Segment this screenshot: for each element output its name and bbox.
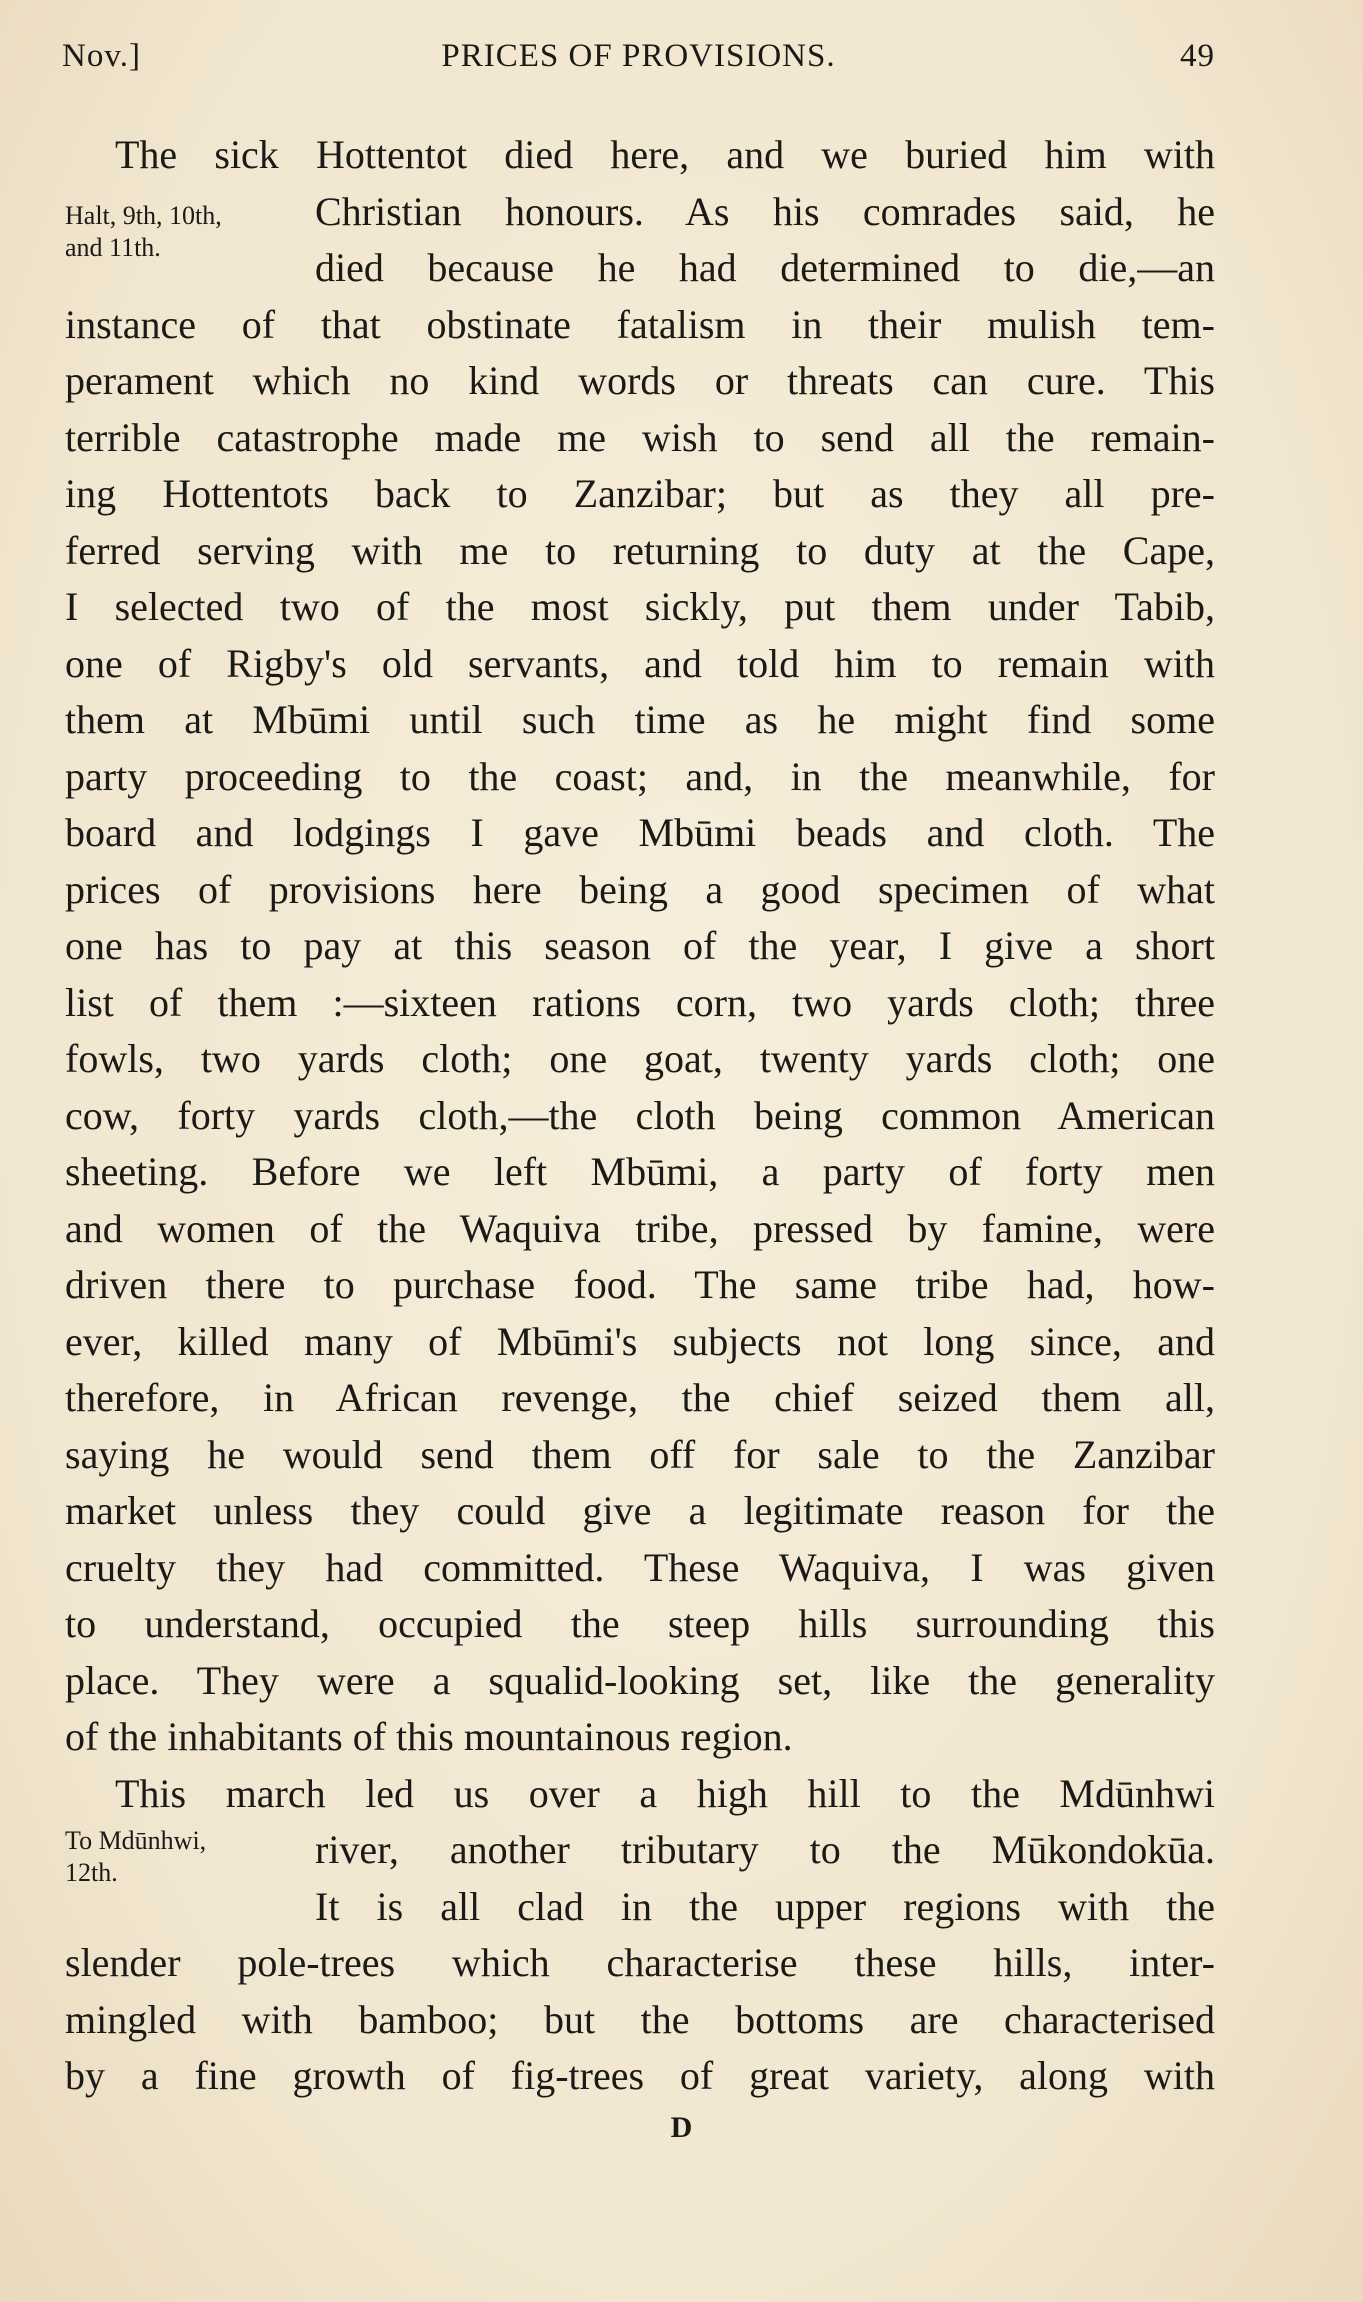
- text-line: one of Rigby's old servants, and told him to remain with: [65, 640, 1215, 686]
- text-line: market unless they could give a legitimate reason for the: [65, 1488, 1215, 1533]
- margin-note-line: 12th.: [65, 1858, 118, 1887]
- text-line: The sick Hottentot died here, and we buried him with: [115, 132, 1215, 177]
- text-line: terrible catastrophe made me wish to send all the remain-: [65, 414, 1215, 460]
- text-line: fowls, two yards cloth; one goat, twenty yards cloth; one: [65, 1036, 1215, 1081]
- margin-note-line: To Mdūnhwi,: [65, 1826, 207, 1855]
- text-line: I selected two of the most sickly, put them under Tabib,: [65, 584, 1215, 629]
- text-line: them at Mbūmi until such time as he might find some: [65, 697, 1215, 742]
- margin-note-line: and 11th.: [65, 233, 161, 262]
- text-line: sheeting. Before we left Mbūmi, a party of forty men: [65, 1149, 1215, 1194]
- text-line: This march led us over a high hill to the Mdūnhwi: [115, 1770, 1215, 1816]
- text-line: ever, killed many of Mbūmi's subjects not long since, and: [65, 1318, 1215, 1364]
- page-number: 49: [1180, 38, 1215, 74]
- text-line: list of them :—sixteen rations corn, two yards cloth; three: [65, 979, 1215, 1025]
- text-line: driven there to purchase food. The same tribe had, how-: [65, 1262, 1215, 1307]
- text-line: party proceeding to the coast; and, in the meanwhile, for: [65, 753, 1215, 799]
- signature-mark: D: [670, 2111, 693, 2144]
- text-line: cruelty they had committed. These Waquiva, I was given: [65, 1544, 1215, 1590]
- text-line: to understand, occupied the steep hills surrounding this: [65, 1601, 1215, 1646]
- text-line: river, another tributary to the Mūkondokūa.: [315, 1827, 1215, 1872]
- text-line: mingled with bamboo; but the bottoms are characterised: [65, 1996, 1215, 2042]
- text-line: ing Hottentots back to Zanzibar; but as they all pre-: [65, 471, 1215, 516]
- text-line: of the inhabitants of this mountainous region.: [65, 1714, 793, 1759]
- running-header: [62, 38, 1215, 88]
- header-title: PRICES OF PROVISIONS.: [441, 38, 836, 74]
- body-text: [65, 127, 1215, 2105]
- text-line: perament which no kind words or threats can cure. This: [65, 358, 1215, 403]
- text-line: slender pole-trees which characterise these hills, inter-: [65, 1940, 1215, 1985]
- text-line: by a fine growth of fig-trees of great variety, along with: [65, 2053, 1215, 2098]
- text-line: therefore, in African revenge, the chief seized them all,: [65, 1375, 1215, 1420]
- text-line: ferred serving with me to returning to duty at the Cape,: [65, 527, 1215, 573]
- text-line: cow, forty yards cloth,—the cloth being common American: [65, 1092, 1215, 1138]
- header-month: Nov.]: [62, 38, 141, 74]
- text-line: It is all clad in the upper regions with the: [315, 1883, 1215, 1929]
- margin-note-line: Halt, 9th, 10th,: [65, 201, 222, 230]
- text-line: prices of provisions here being a good specimen of what: [65, 866, 1215, 912]
- text-line: and women of the Waquiva tribe, pressed by famine, were: [65, 1205, 1215, 1251]
- text-line: instance of that obstinate fatalism in their mulish tem-: [65, 301, 1215, 347]
- text-line: died because he had determined to die,—an: [315, 245, 1215, 290]
- text-line: one has to pay at this season of the year, I give a short: [65, 923, 1215, 968]
- text-line: place. They were a squalid-looking set, like the generality: [65, 1657, 1215, 1703]
- text-line: board and lodgings I gave Mbūmi beads and cloth. The: [65, 810, 1215, 855]
- text-line: saying he would send them off for sale to the Zanzibar: [65, 1431, 1215, 1477]
- text-line: Christian honours. As his comrades said, he: [315, 188, 1215, 234]
